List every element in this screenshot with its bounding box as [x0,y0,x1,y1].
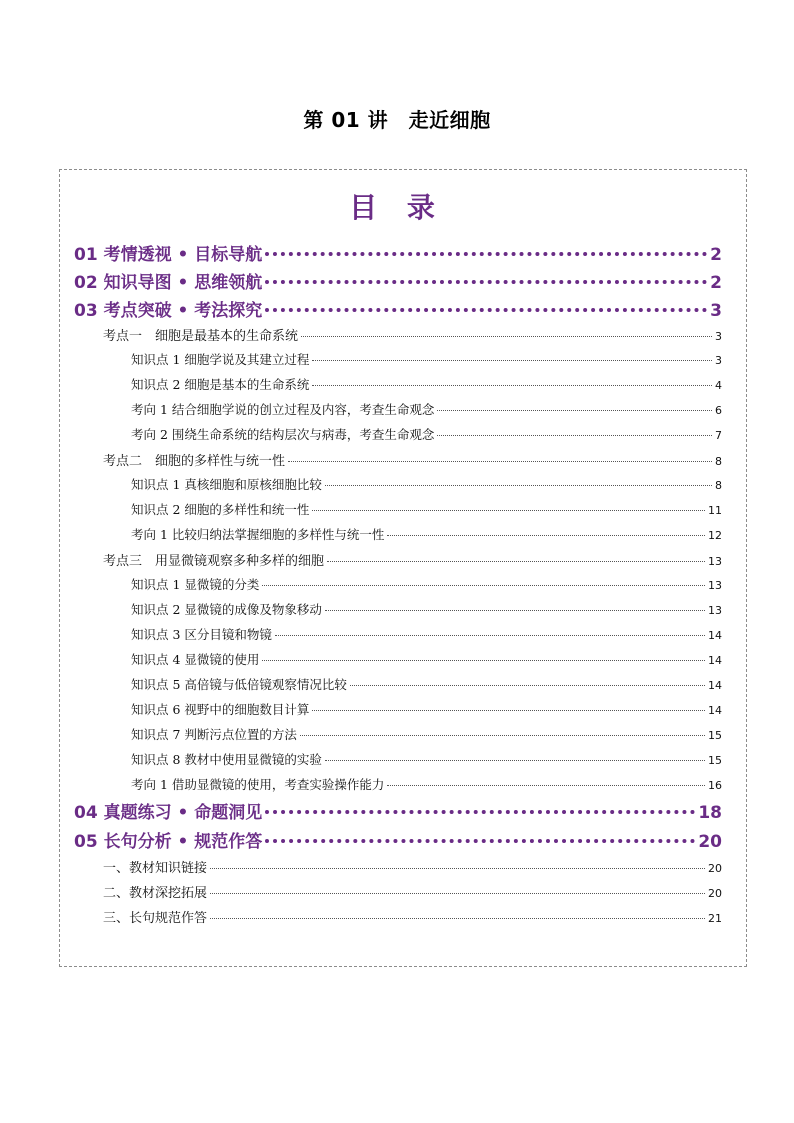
toc-entry-page: 2 [710,245,722,265]
toc-entry-label: 知识点 8 教材中使用显微镜的实验 [131,752,322,767]
toc-entry-label: 知识点 6 视野中的细胞数目计算 [131,702,310,717]
toc-entry-page: 14 [708,629,722,642]
toc-leader-dots [387,785,705,786]
toc-entry-page: 13 [708,579,722,592]
toc-entry-label: 知识点 1 显微镜的分类 [131,577,260,592]
toc-section-0[interactable] [74,240,722,266]
toc-entry-label: 一、教材知识链接 [103,861,208,876]
toc-item-16[interactable] [131,650,722,672]
toc-leader-dots [325,610,705,611]
toc-section-2[interactable] [74,296,722,322]
toc-entry-label: 三、长句规范作答 [103,911,208,926]
toc-leader-dots [265,252,707,256]
toc-item-20[interactable] [131,750,722,772]
toc-item-24[interactable] [103,857,722,879]
toc-entry-label: 二、教材深挖拓展 [103,886,208,901]
toc-entry-page: 12 [708,529,722,542]
toc-leader-dots [265,308,707,312]
toc-entry-label: 知识点 5 高倍镜与低倍镜观察情况比较 [131,677,347,692]
toc-entry-label: 知识点 1 细胞学说及其建立过程 [131,352,310,367]
toc-leader-dots [262,660,705,661]
toc-entry-label: 知识点 2 显微镜的成像及物象移动 [131,602,322,617]
toc-entry-page: 13 [708,555,722,568]
toc-leader-dots [210,868,705,869]
toc-entry-label: 知识点 3 区分目镜和物镜 [131,627,272,642]
toc-entry-page: 15 [708,754,722,767]
toc-entry-label: 知识点 4 显微镜的使用 [131,652,260,667]
toc-leader-dots [265,280,707,284]
toc-entry-label: 考向 1 结合细胞学说的创立过程及内容，考查生命观念 [131,402,435,417]
toc-item-21[interactable] [131,775,722,797]
toc-item-12[interactable] [103,550,722,572]
toc-item-6[interactable] [131,400,722,422]
toc-entry-page: 8 [715,455,722,468]
toc-leader-dots [312,360,712,361]
toc-entry-label: 05 长句分析 • 规范作答 [74,832,263,852]
toc-entry-label: 考点二 细胞的多样性与统一性 [103,454,286,469]
toc-entry-page: 7 [715,429,722,442]
toc-item-3[interactable] [103,325,722,347]
toc-item-18[interactable] [131,700,722,722]
toc-entry-label: 03 考点突破 • 考法探究 [74,301,263,321]
toc-entry-page: 6 [715,404,722,417]
toc-item-10[interactable] [131,500,722,522]
toc-entry-label: 知识点 2 细胞的多样性和统一性 [131,502,310,517]
toc-entry-label: 知识点 2 细胞是基本的生命系统 [131,377,310,392]
toc-entry-label: 02 知识导图 • 思维领航 [74,273,263,293]
toc-item-8[interactable] [103,450,722,472]
toc-item-11[interactable] [131,525,722,547]
toc-entry-page: 16 [708,779,722,792]
toc-entry-page: 3 [715,354,722,367]
toc-entry-label: 考点三 用显微镜观察多种多样的细胞 [103,554,325,569]
toc-section-1[interactable] [74,268,722,294]
toc-leader-dots [265,839,695,843]
toc-leader-dots [210,918,705,919]
toc-section-23[interactable] [74,827,722,853]
toc-item-19[interactable] [131,725,722,747]
toc-entry-page: 20 [708,887,722,900]
toc-entry-label: 知识点 1 真核细胞和原核细胞比较 [131,477,322,492]
toc-leader-dots [387,535,705,536]
toc-item-26[interactable] [103,907,722,929]
toc-leader-dots [437,410,712,411]
toc-leader-dots [301,336,712,337]
toc-entry-page: 13 [708,604,722,617]
toc-item-9[interactable] [131,475,722,497]
toc-entry-label: 考向 1 借助显微镜的使用，考查实验操作能力 [131,777,385,792]
toc-entry-page: 11 [708,504,722,517]
toc-entry-page: 14 [708,654,722,667]
toc-entry-page: 14 [708,679,722,692]
toc-heading: 目 录 [349,191,445,224]
toc-leader-dots [265,810,695,814]
toc-entry-page: 15 [708,729,722,742]
toc-entry-page: 4 [715,379,722,392]
toc-leader-dots [312,710,705,711]
toc-item-14[interactable] [131,600,722,622]
toc-entry-page: 20 [708,862,722,875]
toc-entry-label: 04 真题练习 • 命题洞见 [74,803,263,823]
toc-leader-dots [325,485,712,486]
toc-entry-label: 考点一 细胞是最基本的生命系统 [103,329,299,344]
toc-item-15[interactable] [131,625,722,647]
toc-leader-dots [210,893,705,894]
toc-section-22[interactable] [74,798,722,824]
page-title: 第 01 讲 走近细胞 [303,108,491,132]
toc-leader-dots [262,585,705,586]
toc-item-13[interactable] [131,575,722,597]
toc-entry-label: 考向 2 围绕生命系统的结构层次与病毒，考查生命观念 [131,427,435,442]
toc-leader-dots [437,435,712,436]
toc-leader-dots [275,635,705,636]
toc-item-5[interactable] [131,375,722,397]
toc-entry-label: 知识点 7 判断污点位置的方法 [131,727,297,742]
toc-entry-page: 20 [698,832,722,852]
toc-leader-dots [350,685,705,686]
toc-leader-dots [327,561,705,562]
toc-entry-page: 14 [708,704,722,717]
toc-leader-dots [312,510,705,511]
toc-item-4[interactable] [131,350,722,372]
toc-entry-label: 01 考情透视 • 目标导航 [74,245,263,265]
toc-entry-page: 2 [710,273,722,293]
toc-entry-page: 8 [715,479,722,492]
toc-item-17[interactable] [131,675,722,697]
toc-leader-dots [288,461,712,462]
toc-leader-dots [325,760,705,761]
toc-entry-page: 3 [715,330,722,343]
toc-leader-dots [300,735,705,736]
toc-entry-label: 考向 1 比较归纳法掌握细胞的多样性与统一性 [131,527,385,542]
toc-entry-page: 21 [708,912,722,925]
toc-entry-page: 18 [698,803,722,823]
toc-leader-dots [312,385,712,386]
toc-item-25[interactable] [103,882,722,904]
toc-entry-page: 3 [710,301,722,321]
toc-item-7[interactable] [131,425,722,447]
